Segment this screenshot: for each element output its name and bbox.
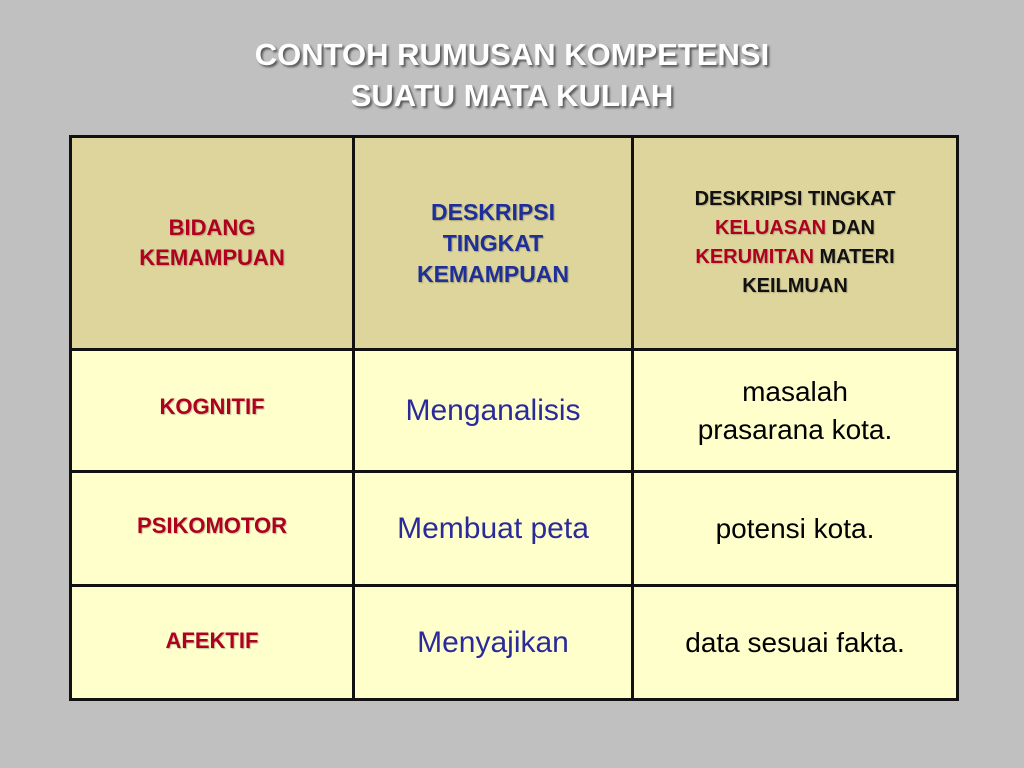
- materi-text: prasarana kota.: [697, 413, 893, 445]
- header-text: MATERI: [813, 246, 895, 268]
- cell-materi: [633, 350, 958, 472]
- table-row: [71, 472, 958, 586]
- header-text: DESKRIPSI: [431, 198, 555, 225]
- materi-text: potensi kota.: [715, 512, 875, 544]
- header-deskripsi-keluasan-kerumitan: [633, 137, 958, 350]
- table-header-row: [71, 137, 958, 350]
- header-text: DESKRIPSI TINGKAT: [694, 188, 896, 210]
- cell-bidang: [71, 586, 354, 700]
- deskripsi-text: Menganalisis: [405, 393, 581, 427]
- cell-deskripsi: [354, 350, 633, 472]
- table-row: [71, 586, 958, 700]
- cell-deskripsi: [354, 586, 633, 700]
- header-text: TINGKAT: [442, 229, 544, 256]
- header-highlight: KELUASAN: [714, 217, 827, 239]
- title-line-2: SUATU MATA KULIAH: [350, 78, 674, 113]
- header-text: DAN: [826, 217, 875, 239]
- header-deskripsi-tingkat-kemampuan: [354, 137, 633, 350]
- slide-title: [0, 34, 1024, 116]
- deskripsi-text: Membuat peta: [397, 511, 589, 545]
- header-text: KEMAMPUAN: [416, 260, 570, 287]
- header-text: [640, 214, 950, 243]
- cell-materi: [633, 586, 958, 700]
- cell-bidang: [71, 350, 354, 472]
- competency-table: [69, 135, 959, 701]
- table-row: [71, 350, 958, 472]
- header-text: KEMAMPUAN: [139, 245, 285, 270]
- header-text: BIDANG: [168, 215, 256, 240]
- bidang-text: PSIKOMOTOR: [137, 512, 287, 538]
- bidang-text: KOGNITIF: [159, 393, 265, 419]
- bidang-text: AFEKTIF: [165, 627, 259, 653]
- title-line-1: CONTOH RUMUSAN KOMPETENSI: [254, 37, 770, 72]
- deskripsi-text: Menyajikan: [417, 625, 569, 659]
- materi-text: masalah: [742, 375, 848, 407]
- header-bidang-kemampuan: [71, 137, 354, 350]
- header-text: [640, 243, 950, 272]
- header-highlight: KERUMITAN: [695, 246, 814, 268]
- cell-materi: [633, 472, 958, 586]
- materi-text: data sesuai fakta.: [685, 626, 905, 658]
- cell-deskripsi: [354, 472, 633, 586]
- header-text: KEILMUAN: [742, 275, 848, 297]
- cell-bidang: [71, 472, 354, 586]
